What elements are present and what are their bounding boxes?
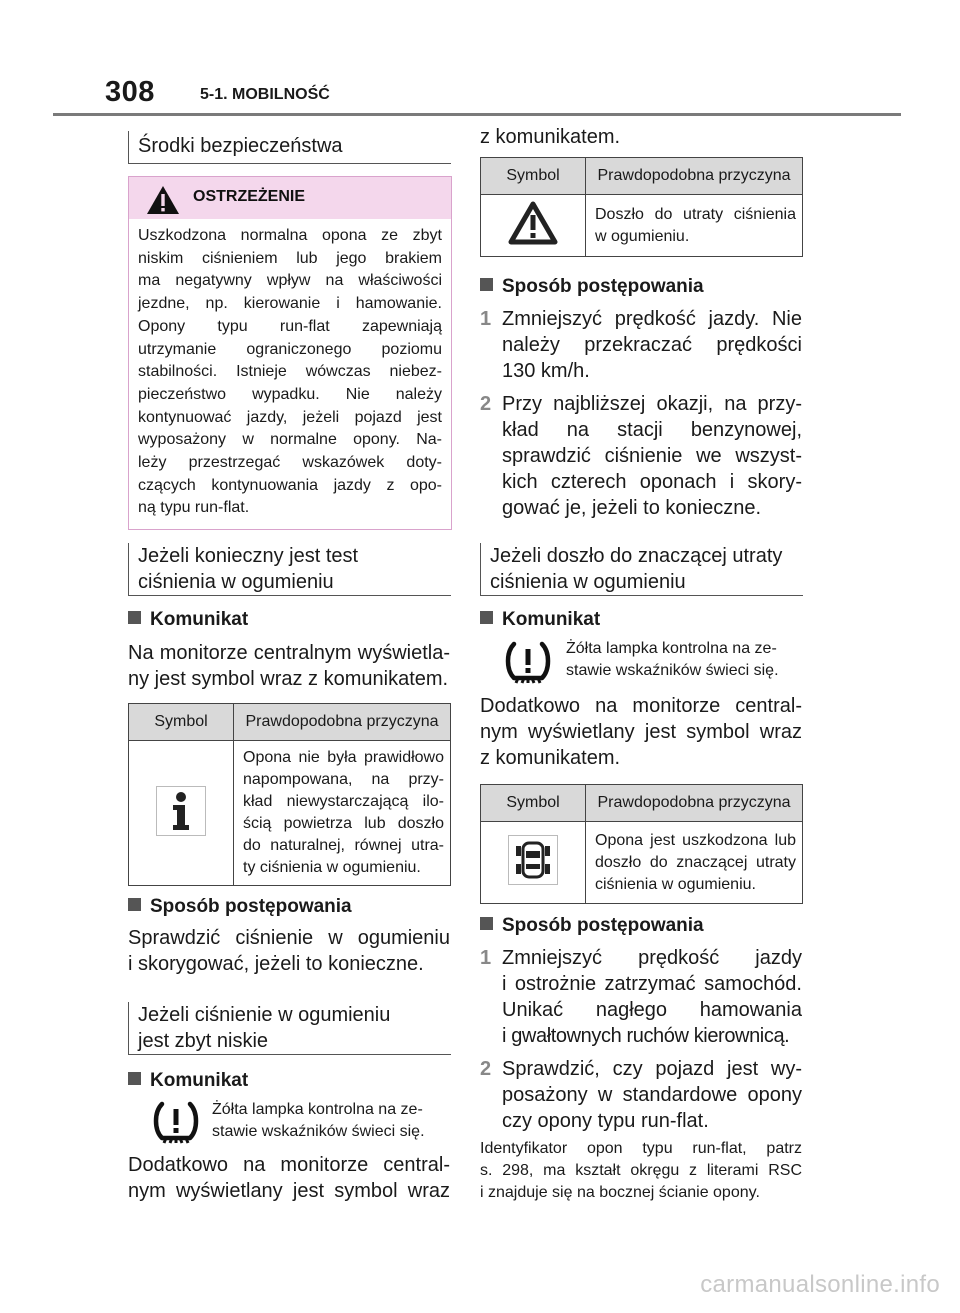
lamp-line: Żółta lampka kontrolna na ze- [212, 1101, 423, 1118]
paragraph-line: Dodatkowo na monitorze central- [480, 695, 802, 717]
cause-line: Doszło do utraty ciśnienia [595, 205, 796, 223]
note-line: Identyfikator opon typu run-flat, patrz [480, 1140, 802, 1157]
warning-line: stabilności. Istnieje wówczas niebez- [138, 363, 442, 381]
section-heading-text: jest zbyt niskie [138, 1030, 269, 1052]
paragraph-line: ny jest symbol wraz z komunikatem. [128, 668, 449, 690]
warning-line: niskim ciśnieniem lub jego brakiem [138, 249, 442, 267]
square-bullet-icon [480, 917, 493, 930]
warning-title: OSTRZEŻENIE [193, 188, 306, 205]
section-heading-text: Jeżeli doszło do znaczącej utraty [490, 545, 783, 567]
section-heading-text: Jeżeli ciśnienie w ogumieniu [138, 1004, 391, 1026]
note-line: i znajduje się na bocznej ścianie opony. [480, 1184, 760, 1201]
paragraph-line: Dodatkowo na monitorze central- [128, 1154, 450, 1176]
warning-line: utrzymanie ograniczonego poziomu [138, 340, 442, 358]
page-number: 308 [105, 76, 155, 108]
paragraph-line: z komunikatem. [480, 126, 621, 148]
symbol-cell [129, 741, 234, 886]
step-item [480, 306, 802, 384]
subheading-text: Komunikat [502, 609, 601, 630]
warning-header [129, 177, 451, 219]
square-bullet-icon [128, 898, 141, 911]
column-header-symbol: Symbol [129, 704, 234, 741]
step-line: i ostrożnie zatrzymać samochód. [502, 973, 802, 995]
section-heading-text: Środki bezpieczeństwa [138, 135, 343, 157]
car-tires-icon [508, 835, 558, 885]
lamp-line: stawie wskaźników świeci się. [566, 662, 779, 679]
subheading-komunikat [128, 609, 248, 631]
step-number: 1 [480, 308, 492, 330]
section-heading-low-pressure [128, 1002, 451, 1055]
step-number: 1 [480, 947, 492, 969]
note-paragraph [480, 1138, 802, 1204]
column-header-symbol: Symbol [481, 158, 586, 195]
warning-triangle-icon [508, 201, 558, 245]
cause-line: w ogumieniu. [595, 227, 690, 245]
column-header-cause: Prawdopodobna przyczyna [234, 704, 451, 741]
warning-line: czących kontynuowania jazdy z opo- [138, 476, 442, 494]
step-line: należy przekraczać prędkości [502, 334, 802, 356]
paragraph-procedure [128, 925, 450, 977]
warning-line: pieczeństwo wypadku. Nie należy [138, 385, 442, 403]
cause-cell [586, 822, 803, 904]
paragraph-message [128, 640, 450, 692]
cause-line: napompowana, na przy- [243, 771, 444, 788]
cause-line: doszło do znaczącej utraty [595, 853, 796, 871]
square-bullet-icon [480, 611, 493, 624]
step-line: Unikać nagłego hamowania [502, 999, 802, 1021]
warning-triangle-icon [146, 185, 180, 215]
lamp-line: stawie wskaźników świeci się. [212, 1123, 425, 1140]
cause-line: kład niewystarczającą ilo- [243, 793, 444, 810]
subheading-text: Sposób postępowania [502, 915, 704, 936]
paragraph-message [128, 1152, 450, 1204]
subheading-komunikat [128, 1070, 248, 1092]
section-heading-text: ciśnienia w ogumieniu [490, 571, 686, 593]
table-row [481, 822, 803, 904]
warning-line: ną typu run-flat. [138, 499, 250, 517]
warning-line: Uszkodzona normalna opona ze zbyt [138, 227, 442, 244]
warning-line: leży przestrzegać wskazówek doty- [138, 454, 442, 472]
warning-line: Opony typu run-flat zapewniają [138, 317, 442, 335]
step-line: posażony w standardowe opony [502, 1084, 802, 1106]
subheading-text: Sposób postępowania [502, 276, 704, 297]
subheading-komunikat [480, 609, 600, 631]
warning-text [138, 225, 442, 520]
warning-line: kontynuować jazdy, jeżeli pojazd jest [138, 408, 442, 426]
square-bullet-icon [128, 611, 141, 624]
step-number: 2 [480, 1058, 492, 1080]
subheading-text: Komunikat [150, 1070, 249, 1091]
paragraph-line: z komunikatem. [480, 747, 621, 769]
chapter-title: 5-1. MOBILNOŚĆ [200, 86, 330, 103]
step-number: 2 [480, 393, 492, 415]
step-line: czy opony typu run-flat. [502, 1110, 709, 1132]
cause-line: ty ciśnienia w ogumieniu. [243, 859, 421, 876]
column-header-cause: Prawdopodobna przyczyna [586, 785, 803, 822]
step-line: Przy najbliższej okazji, na przy- [502, 393, 802, 415]
header-rule [53, 113, 901, 116]
subheading-procedure [128, 896, 352, 918]
paragraph-line: Sprawdzić ciśnienie w ogumieniu [128, 927, 450, 949]
column-header-cause: Prawdopodobna przyczyna [586, 158, 803, 195]
symbol-table [480, 784, 803, 904]
cause-line: Opona nie była prawidłowo [243, 749, 444, 766]
warning-line: ma negatywny wpływ na właściwości [138, 272, 442, 290]
step-line: Zmniejszyć prędkość jazdy [502, 947, 802, 969]
warning-line: jezdne, np. kierowanie i hamowanie. [138, 295, 442, 313]
cause-line: ścią powietrza lub doszło [243, 815, 444, 832]
paragraph-line: Na monitorze centralnym wyświetla- [128, 642, 450, 664]
paragraph-line: i skorygować, jeżeli to konieczne. [128, 953, 424, 975]
cause-cell [586, 195, 803, 257]
step-line: gować je, jeżeli to konieczne. [502, 497, 762, 519]
table-row [129, 741, 451, 886]
section-heading-pressure-test [128, 543, 451, 596]
table-header-row [481, 158, 803, 195]
cause-line: do naturalnej, równej utra- [243, 837, 444, 854]
symbol-table [480, 157, 803, 257]
section-heading-text: ciśnienia w ogumieniu [138, 571, 334, 593]
table-header-row [481, 785, 803, 822]
step-item [480, 391, 802, 521]
cause-line: ciśnienia w ogumieniu. [595, 875, 756, 893]
table-header-row [129, 704, 451, 741]
tire-pressure-warning-icon [150, 1100, 202, 1146]
subheading-text: Sposób postępowania [150, 896, 352, 917]
step-line: i gwałtownych ruchów kierownicą. [502, 1025, 790, 1047]
paragraph-line: nym wyświetlany jest symbol wraz [480, 721, 802, 743]
step-item [480, 945, 802, 1049]
paragraph-line: nym wyświetlany jest symbol wraz [128, 1180, 450, 1202]
info-i-icon [156, 786, 206, 836]
cause-cell [234, 741, 451, 886]
section-heading-safety [128, 131, 451, 164]
lamp-description [566, 638, 806, 682]
step-line: 130 km/h. [502, 360, 590, 382]
square-bullet-icon [128, 1072, 141, 1085]
lamp-description [212, 1099, 452, 1143]
step-line: kich czterech oponach i skory- [502, 471, 802, 493]
cause-line: Opona jest uszkodzona lub [595, 831, 796, 849]
step-line: Sprawdzić, czy pojazd jest wy- [502, 1058, 802, 1080]
tire-pressure-warning-icon [502, 640, 554, 686]
step-item [480, 1056, 802, 1134]
step-line: kład na stacji benzynowej, [502, 419, 802, 441]
warning-line: wyposażony w normalne opony. Na- [138, 431, 442, 449]
symbol-cell [481, 822, 586, 904]
step-line: sprawdzić ciśnienie we wszyst- [502, 445, 802, 467]
symbol-table [128, 703, 451, 886]
section-heading-text: Jeżeli konieczny jest test [138, 545, 359, 567]
note-line: s. 298, ma kształt okręgu z literami RSC [480, 1162, 802, 1179]
table-row [481, 195, 803, 257]
subheading-text: Komunikat [150, 609, 249, 630]
paragraph-message [480, 693, 802, 771]
symbol-cell [481, 195, 586, 257]
column-header-symbol: Symbol [481, 785, 586, 822]
subheading-procedure [480, 276, 704, 298]
square-bullet-icon [480, 278, 493, 291]
lamp-line: Żółta lampka kontrolna na ze- [566, 640, 777, 657]
paragraph-continuation [480, 124, 802, 150]
watermark: carmanualsonline.info [700, 1271, 940, 1298]
subheading-procedure [480, 915, 704, 937]
step-line: Zmniejszyć prędkość jazdy. Nie [502, 308, 802, 330]
warning-box [128, 176, 452, 530]
section-heading-significant-loss [480, 543, 803, 596]
